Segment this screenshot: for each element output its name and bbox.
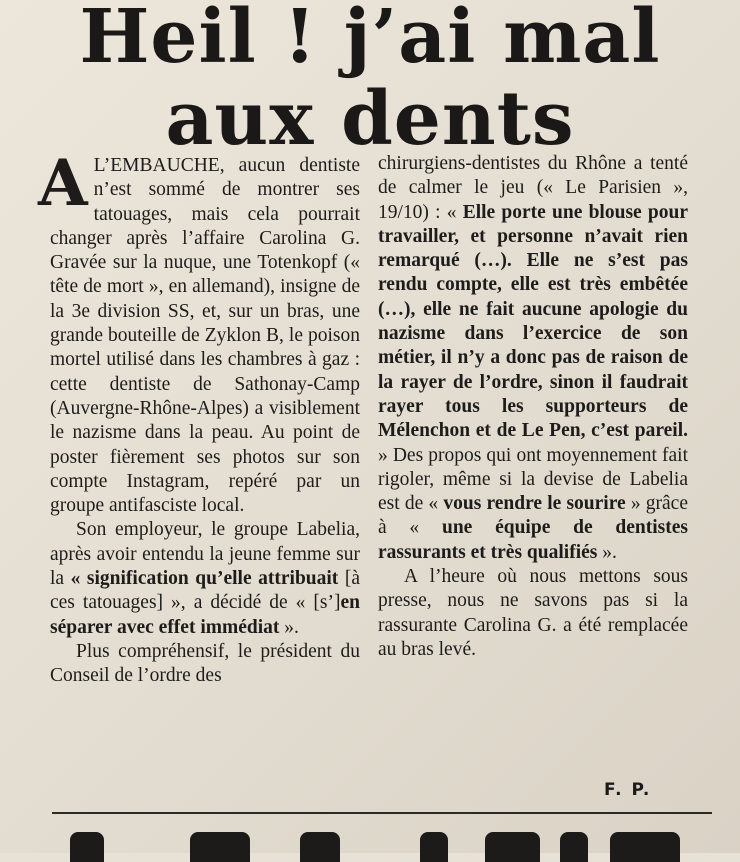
article-column-right [378, 152, 688, 662]
employer-text-a: Son employeur, le groupe Labelia, après avoir entendu la jeune femme sur la [50, 519, 360, 590]
paragraph-intro-text: L’EMBAUCHE, aucun dentiste n’est sommé de montrer ses tatouages, mais cela pourrait changer après l’affaire Carolina G. Gravée sur la nuque, une Totenkopf (« tête de mort », en allemand), insigne de la 3e division SS, et, sur un bras, une grande bouteille de Zyklon B, le poison mortel utilisé dans les chambres à gaz : cette dentiste de Sathonay-Camp (Auvergne-Rhône-Alpes) a visiblement le nazisme dans la peau. Au point de poster fièrement ses photos sur son compte Instagram, repéré par un groupe antifasciste local. [50, 155, 360, 517]
quote-bold-2: vous rendre le sourire [443, 493, 626, 515]
paragraph-closing: A l’heure où nous mettons sous presse, nous ne savons pas si la rassurante Carolina G. a été remplacée au bras levé. [378, 566, 688, 660]
employer-text-c: ». [279, 616, 299, 638]
article-column-left [38, 146, 360, 689]
article-divider [52, 812, 712, 814]
next-article-headline-fragment [0, 832, 740, 862]
quote-bold-1: Elle porte une blouse pour travailler, et personne n’avait rien remarqué (…). Elle ne s’est pas rendu compte, elle est très embêtée (…), elle ne fait aucune apologie du nazisme dans l’exercice de son métier, il n’y a donc pas de raison de la rayer de l’ordre, sinon il faudrait rayer tous les supporteurs de Mélenchon et de Le Pen, c’est pareil. [378, 201, 688, 442]
paragraph-council: Plus compréhensif, le président du Conseil de l’ordre des [50, 640, 360, 687]
drop-cap: A [38, 146, 88, 221]
paragraph-quote [378, 152, 688, 565]
paragraph-intro [38, 146, 360, 518]
quote-text-b: » Des propos qui ont moyennement fait rigoler, même si la devise de Labelia est de « [378, 444, 688, 515]
headline-line-2: aux dents [165, 76, 575, 162]
employer-text-b: [à ces tatouages] », a décidé de « [s’] [50, 568, 360, 614]
quote-bold-3: une équipe de dentistes rassurants et très qualifiés [378, 517, 688, 563]
paragraph-employer [50, 518, 360, 639]
quote-text-c: » grâce à « [378, 493, 688, 539]
quote-text-d: ». [597, 541, 617, 563]
author-signature: F. P. [604, 780, 652, 800]
employer-quote-1: « signification qu’elle attribuait [70, 568, 339, 590]
headline-line-1: Heil ! j’ai mal [79, 0, 661, 80]
quote-text-a: chirurgiens-dentistes du Rhône a tenté de calmer le jeu (« Le Parisien », 19/10) : « [378, 153, 688, 223]
employer-quote-2: en séparer avec effet immédiat [50, 592, 360, 638]
